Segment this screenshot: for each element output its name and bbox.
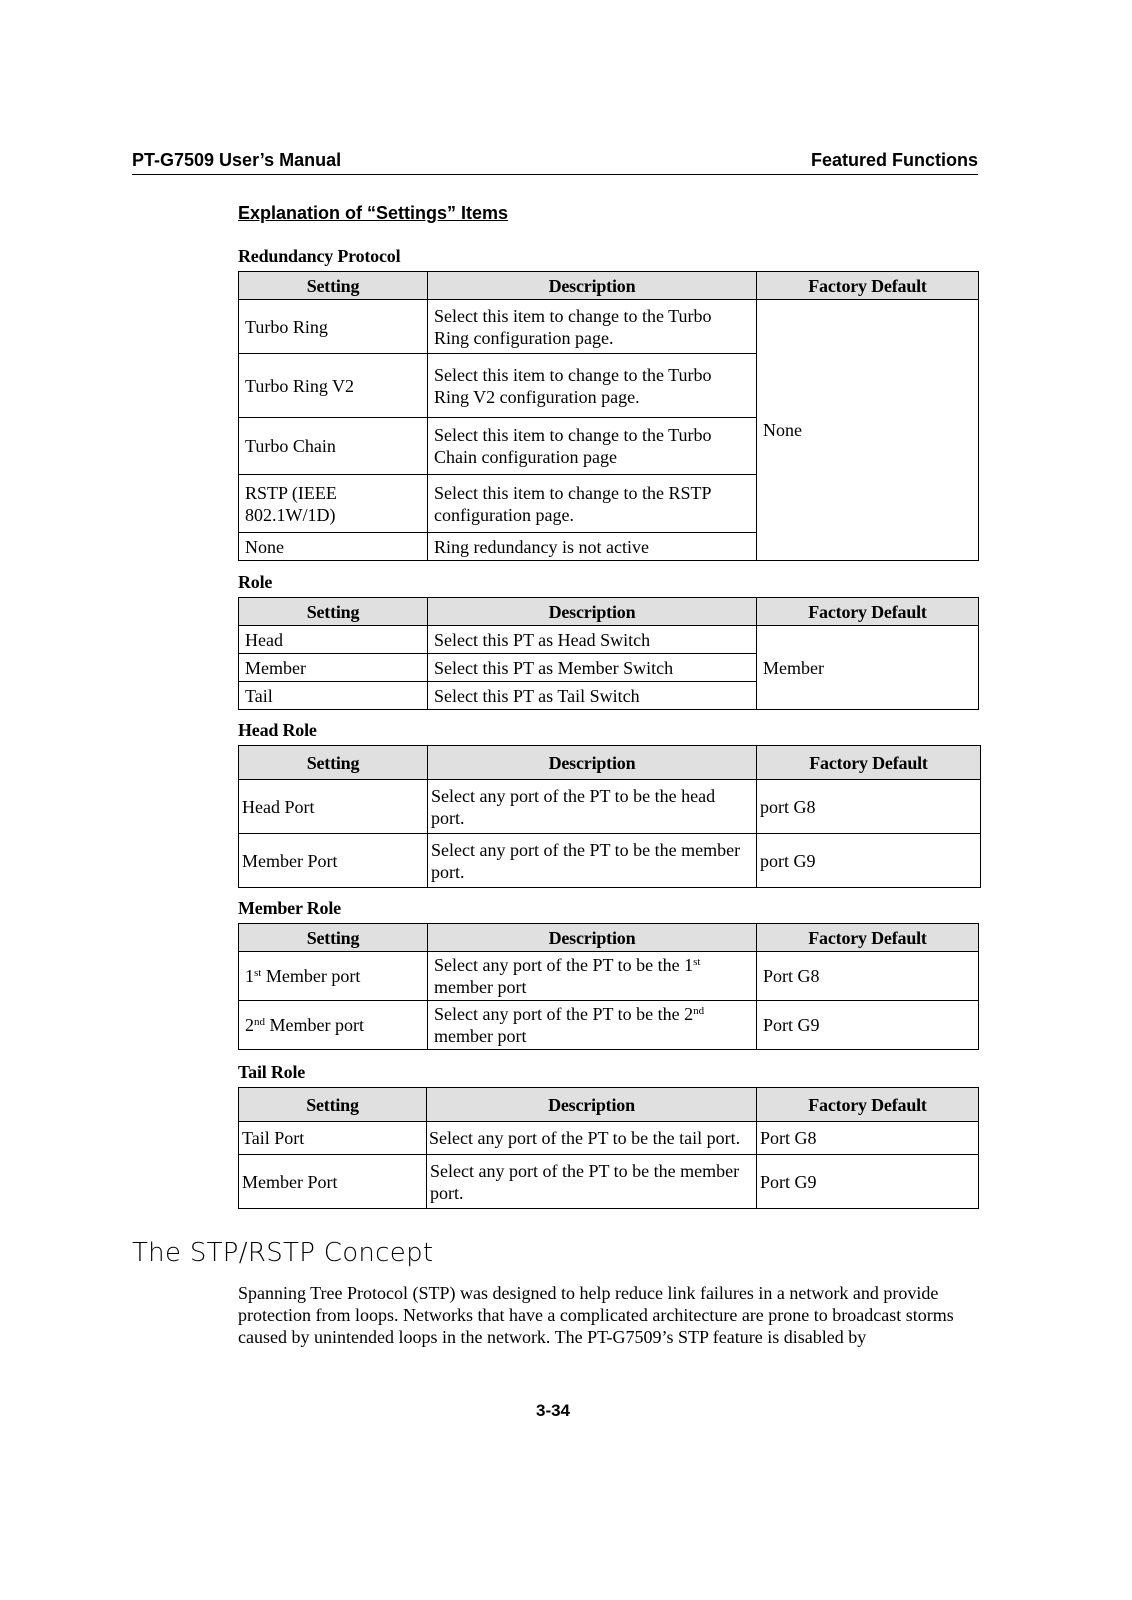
setting-cell: Turbo Ring — [239, 300, 428, 354]
column-header-setting: Setting — [239, 746, 428, 780]
tail-role-table — [238, 1087, 979, 1209]
setting-cell — [239, 952, 428, 1001]
ordinal-suffix: st — [254, 967, 262, 979]
page-header — [132, 150, 978, 175]
setting-cell — [239, 1001, 428, 1050]
setting-cell: Turbo Ring V2 — [239, 354, 428, 418]
column-header-description: Description — [427, 1088, 757, 1122]
ordinal-suffix: nd — [254, 1016, 265, 1028]
description-cell: Select any port of the PT to be the head port. — [428, 780, 757, 834]
ordinal-suffix: nd — [693, 1005, 705, 1017]
default-cell: Port G9 — [757, 1155, 979, 1209]
column-header-default: Factory Default — [757, 598, 979, 626]
ordinal-suffix: st — [693, 956, 701, 968]
column-header-description: Description — [428, 272, 757, 300]
table-row — [239, 834, 981, 888]
table-header-row — [239, 746, 981, 780]
table-row — [239, 1122, 979, 1155]
table-row — [239, 780, 981, 834]
description-cell: Select this item to change to the RSTP configuration page. — [428, 475, 757, 533]
head-role-table — [238, 745, 981, 888]
table-row — [239, 1155, 979, 1209]
column-header-description: Description — [428, 598, 757, 626]
description-text: Select any port of the PT to be the 1 — [434, 955, 694, 975]
description-cell: Ring redundancy is not active — [428, 533, 757, 561]
setting-cell: Member Port — [239, 834, 428, 888]
table-caption: Tail Role — [238, 1062, 306, 1082]
description-cell: Select this PT as Head Switch — [428, 626, 757, 654]
table-header-row — [239, 272, 979, 300]
default-cell: Port G9 — [757, 1001, 979, 1050]
setting-cell: Head — [239, 626, 428, 654]
column-header-default: Factory Default — [757, 1088, 979, 1122]
ordinal-number: 2 — [245, 1015, 254, 1035]
column-header-setting: Setting — [239, 272, 428, 300]
table-row — [239, 626, 979, 654]
table-row — [239, 1001, 979, 1050]
description-cell: Select any port of the PT to be the member port. — [428, 834, 757, 888]
column-header-setting: Setting — [239, 598, 428, 626]
description-cell: Select this item to change to the Turbo Ring V2 configuration page. — [428, 354, 757, 418]
member-role-table — [238, 923, 979, 1050]
page-number: 3-34 — [535, 1401, 571, 1420]
description-cell: Select any port of the PT to be the member port. — [427, 1155, 757, 1209]
table-caption: Redundancy Protocol — [238, 246, 401, 266]
description-cell: Select this item to change to the Turbo Chain configuration page — [428, 418, 757, 475]
description-cell: Select this PT as Tail Switch — [428, 682, 757, 710]
setting-cell: Member — [239, 654, 428, 682]
setting-label: Member port — [265, 1015, 364, 1035]
table-caption: Role — [238, 572, 273, 592]
column-header-default: Factory Default — [757, 746, 981, 780]
setting-label: Member port — [261, 966, 361, 986]
description-cell — [428, 952, 757, 1001]
table-header-row — [239, 924, 979, 952]
head-role-block — [238, 720, 981, 888]
manual-title: PT-G7509 User’s Manual — [132, 150, 342, 170]
table-caption: Head Role — [238, 720, 317, 740]
setting-cell: Tail — [239, 682, 428, 710]
column-header-description: Description — [428, 924, 757, 952]
default-cell: Port G8 — [757, 952, 979, 1001]
column-header-setting: Setting — [239, 924, 428, 952]
description-text: member port — [434, 977, 527, 997]
column-header-default: Factory Default — [757, 924, 979, 952]
setting-cell: Member Port — [239, 1155, 427, 1209]
description-cell: Select this PT as Member Switch — [428, 654, 757, 682]
chapter-title: Featured Functions — [810, 150, 978, 170]
redundancy-protocol-table — [238, 271, 979, 561]
table-row — [239, 952, 979, 1001]
description-cell: Select this item to change to the Turbo Ring configuration page. — [428, 300, 757, 354]
table-header-row — [239, 1088, 979, 1122]
default-cell: port G9 — [757, 834, 981, 888]
setting-cell: None — [239, 533, 428, 561]
default-cell: port G8 — [757, 780, 981, 834]
tail-role-block — [238, 1062, 979, 1209]
column-header-description: Description — [428, 746, 757, 780]
table-caption: Member Role — [238, 898, 341, 918]
section-heading: The STP/RSTP Concept — [132, 1238, 434, 1268]
body-paragraph: Spanning Tree Protocol (STP) was designed to help reduce link failures in a network and provide protection from loops. Networks that have a complicated architecture are prone to broadcast storms caused by unintended loops in the network. The PT-G7509’s STP feature is disabled by — [238, 1283, 954, 1347]
table-row — [239, 300, 979, 354]
redundancy-protocol-block — [238, 246, 979, 561]
ordinal-number: 1 — [245, 966, 254, 986]
description-text: Select any port of the PT to be the 2 — [434, 1004, 694, 1024]
column-header-setting: Setting — [239, 1088, 427, 1122]
description-cell — [428, 1001, 757, 1050]
setting-cell: Tail Port — [239, 1122, 427, 1155]
table-header-row — [239, 598, 979, 626]
description-text: member port — [434, 1026, 527, 1046]
section-title: Explanation of “Settings” Items — [238, 203, 509, 223]
role-block — [238, 572, 979, 710]
description-cell: Select any port of the PT to be the tail port. — [427, 1122, 757, 1155]
member-role-block — [238, 898, 979, 1050]
setting-cell: RSTP (IEEE 802.1W/1D) — [239, 475, 428, 533]
default-cell: Port G8 — [757, 1122, 979, 1155]
setting-cell: Head Port — [239, 780, 428, 834]
role-table — [238, 597, 979, 710]
default-cell: Member — [757, 626, 979, 710]
default-cell: None — [757, 300, 979, 561]
column-header-default: Factory Default — [757, 272, 979, 300]
setting-cell: Turbo Chain — [239, 418, 428, 475]
